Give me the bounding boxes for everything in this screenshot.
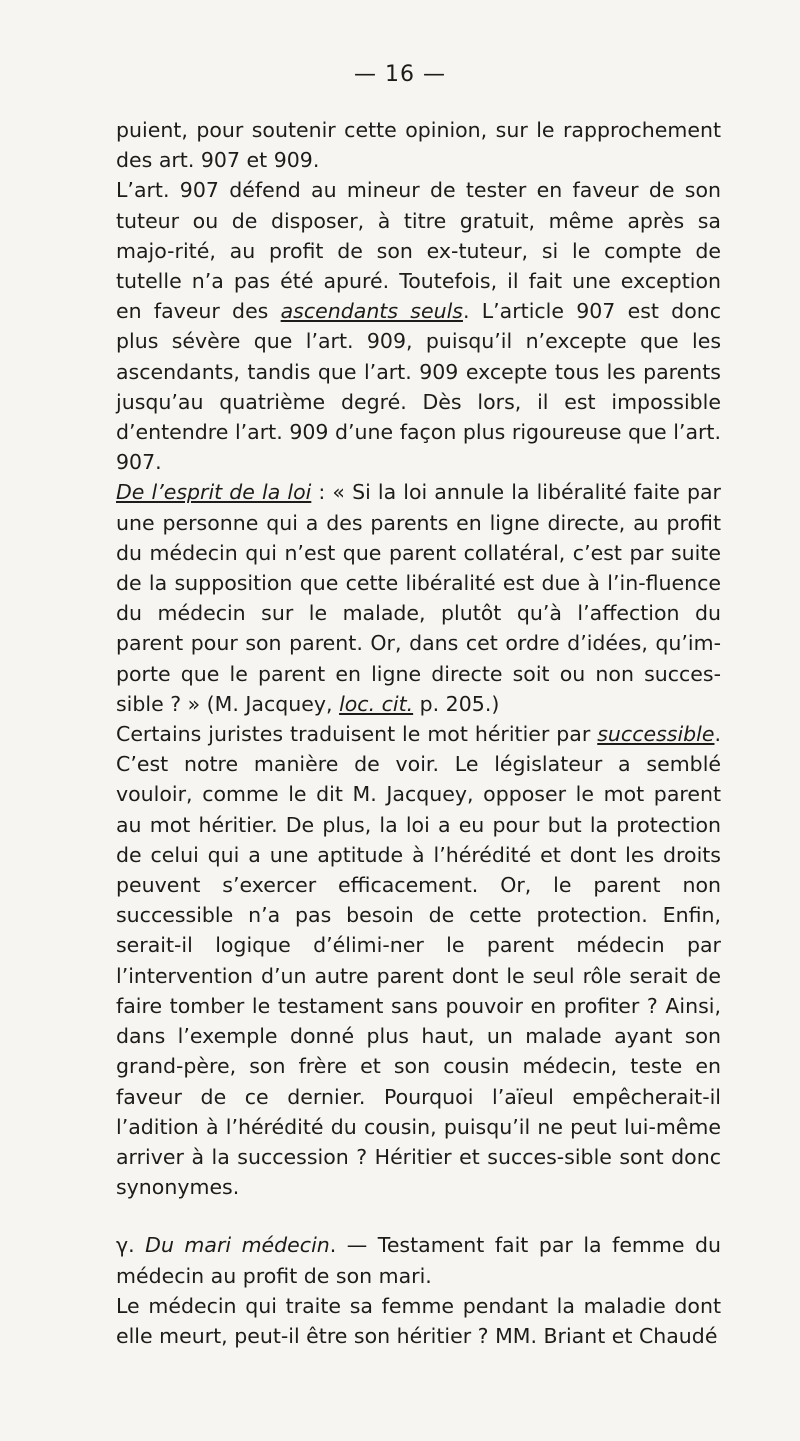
paragraph-esprit-loi [116,477,721,719]
paragraph-successible [116,719,721,1202]
paragraph-text: L’art. 907 défend au mineur de tester en faveur de son tuteur ou de disposer, à titre gratuit, même après sa majo-rité, au profit de son ex-tuteur, si le compte de tutelle n’a pas été apuré. Toutefois, il fait une exception en faveur des [116,178,721,324]
paragraph-text: : « Si la loi annule la libéralité faite par une personne qui a des parents en ligne directe, au profit du médecin qui n’est que parent collatéral, c’est par suite de la supposition que cette libéralité est due à l’in-fluence du médecin sur le malade, plutôt qu’à l’affection du parent pour son parent. Or, dans cet ordre d’idées, qu’im-porte que le parent en ligne directe soit ou non succes-sible ? » (M. Jacquey, [116,480,721,716]
paragraph-text: puient, pour soutenir cette opinion, sur le rapprochement des art. 907 et 909. [116,118,721,173]
paragraph-text: p. 205.) [413,691,500,716]
paragraph-text: Le médecin qui traite sa femme pendant la maladie dont elle meurt, peut-il être son héritier ? MM. Briant et Chaudé [116,1293,721,1348]
paragraph-text: Certains juristes traduisent le mot héritier par [116,722,598,747]
paragraph-art-907 [116,175,721,477]
paragraph-final [116,1291,721,1351]
section-title: Du mari médecin [145,1233,330,1258]
paragraph-continuation [116,115,721,175]
section-heading-mari-medecin [116,1230,721,1290]
emphasis-text: loc. cit. [339,691,414,716]
paragraph-text: . — Testament fait par la femme du médecin au profit de son mari. [116,1233,721,1288]
paragraph-text: . L’article 907 est donc plus sévère que l’art. 909, puisqu’il n’excepte que les ascendants, tandis que l’art. 909 excepte tous les parents jusqu’au quatrième degré. Dès lors, il est impossible d’entendre l’art. 909 d’une façon plus rigoureuse que l’art. 907. [116,299,721,475]
emphasis-text: ascendants seuls [280,299,463,324]
emphasis-text: De l’esprit de la loi [116,480,312,505]
paragraph-text: . C’est notre manière de voir. Le législateur a semblé vouloir, comme le dit M. Jacquey, opposer le mot parent au mot héritier. De plus, la loi a eu pour but la protection de celui qui a une aptitude à l’hérédité et dont les droits peuvent s’exercer efficacement. Or, le parent non successible n’a pas besoin de cette protection. Enfin, serait-il logique d’élimi-ner le parent médecin par l’intervention d’un autre parent dont le seul rôle serait de faire tomber le testament sans pouvoir en profiter ? Ainsi, dans l’exemple donné plus haut, un malade ayant son grand-père, son frère et son cousin médecin, teste en faveur de ce dernier. Pourquoi l’aïeul empêcherait-il l’adition à l’hérédité du cousin, puisqu’il ne peut lui-même arriver à la succession ? Héritier et succes-sible sont donc synonymes. [116,722,721,1200]
section-marker: γ. [116,1233,146,1258]
emphasis-text: successible [597,722,715,747]
page-number: — 16 — [354,62,446,87]
section-spacer [116,1202,721,1230]
body-text [116,115,721,1351]
